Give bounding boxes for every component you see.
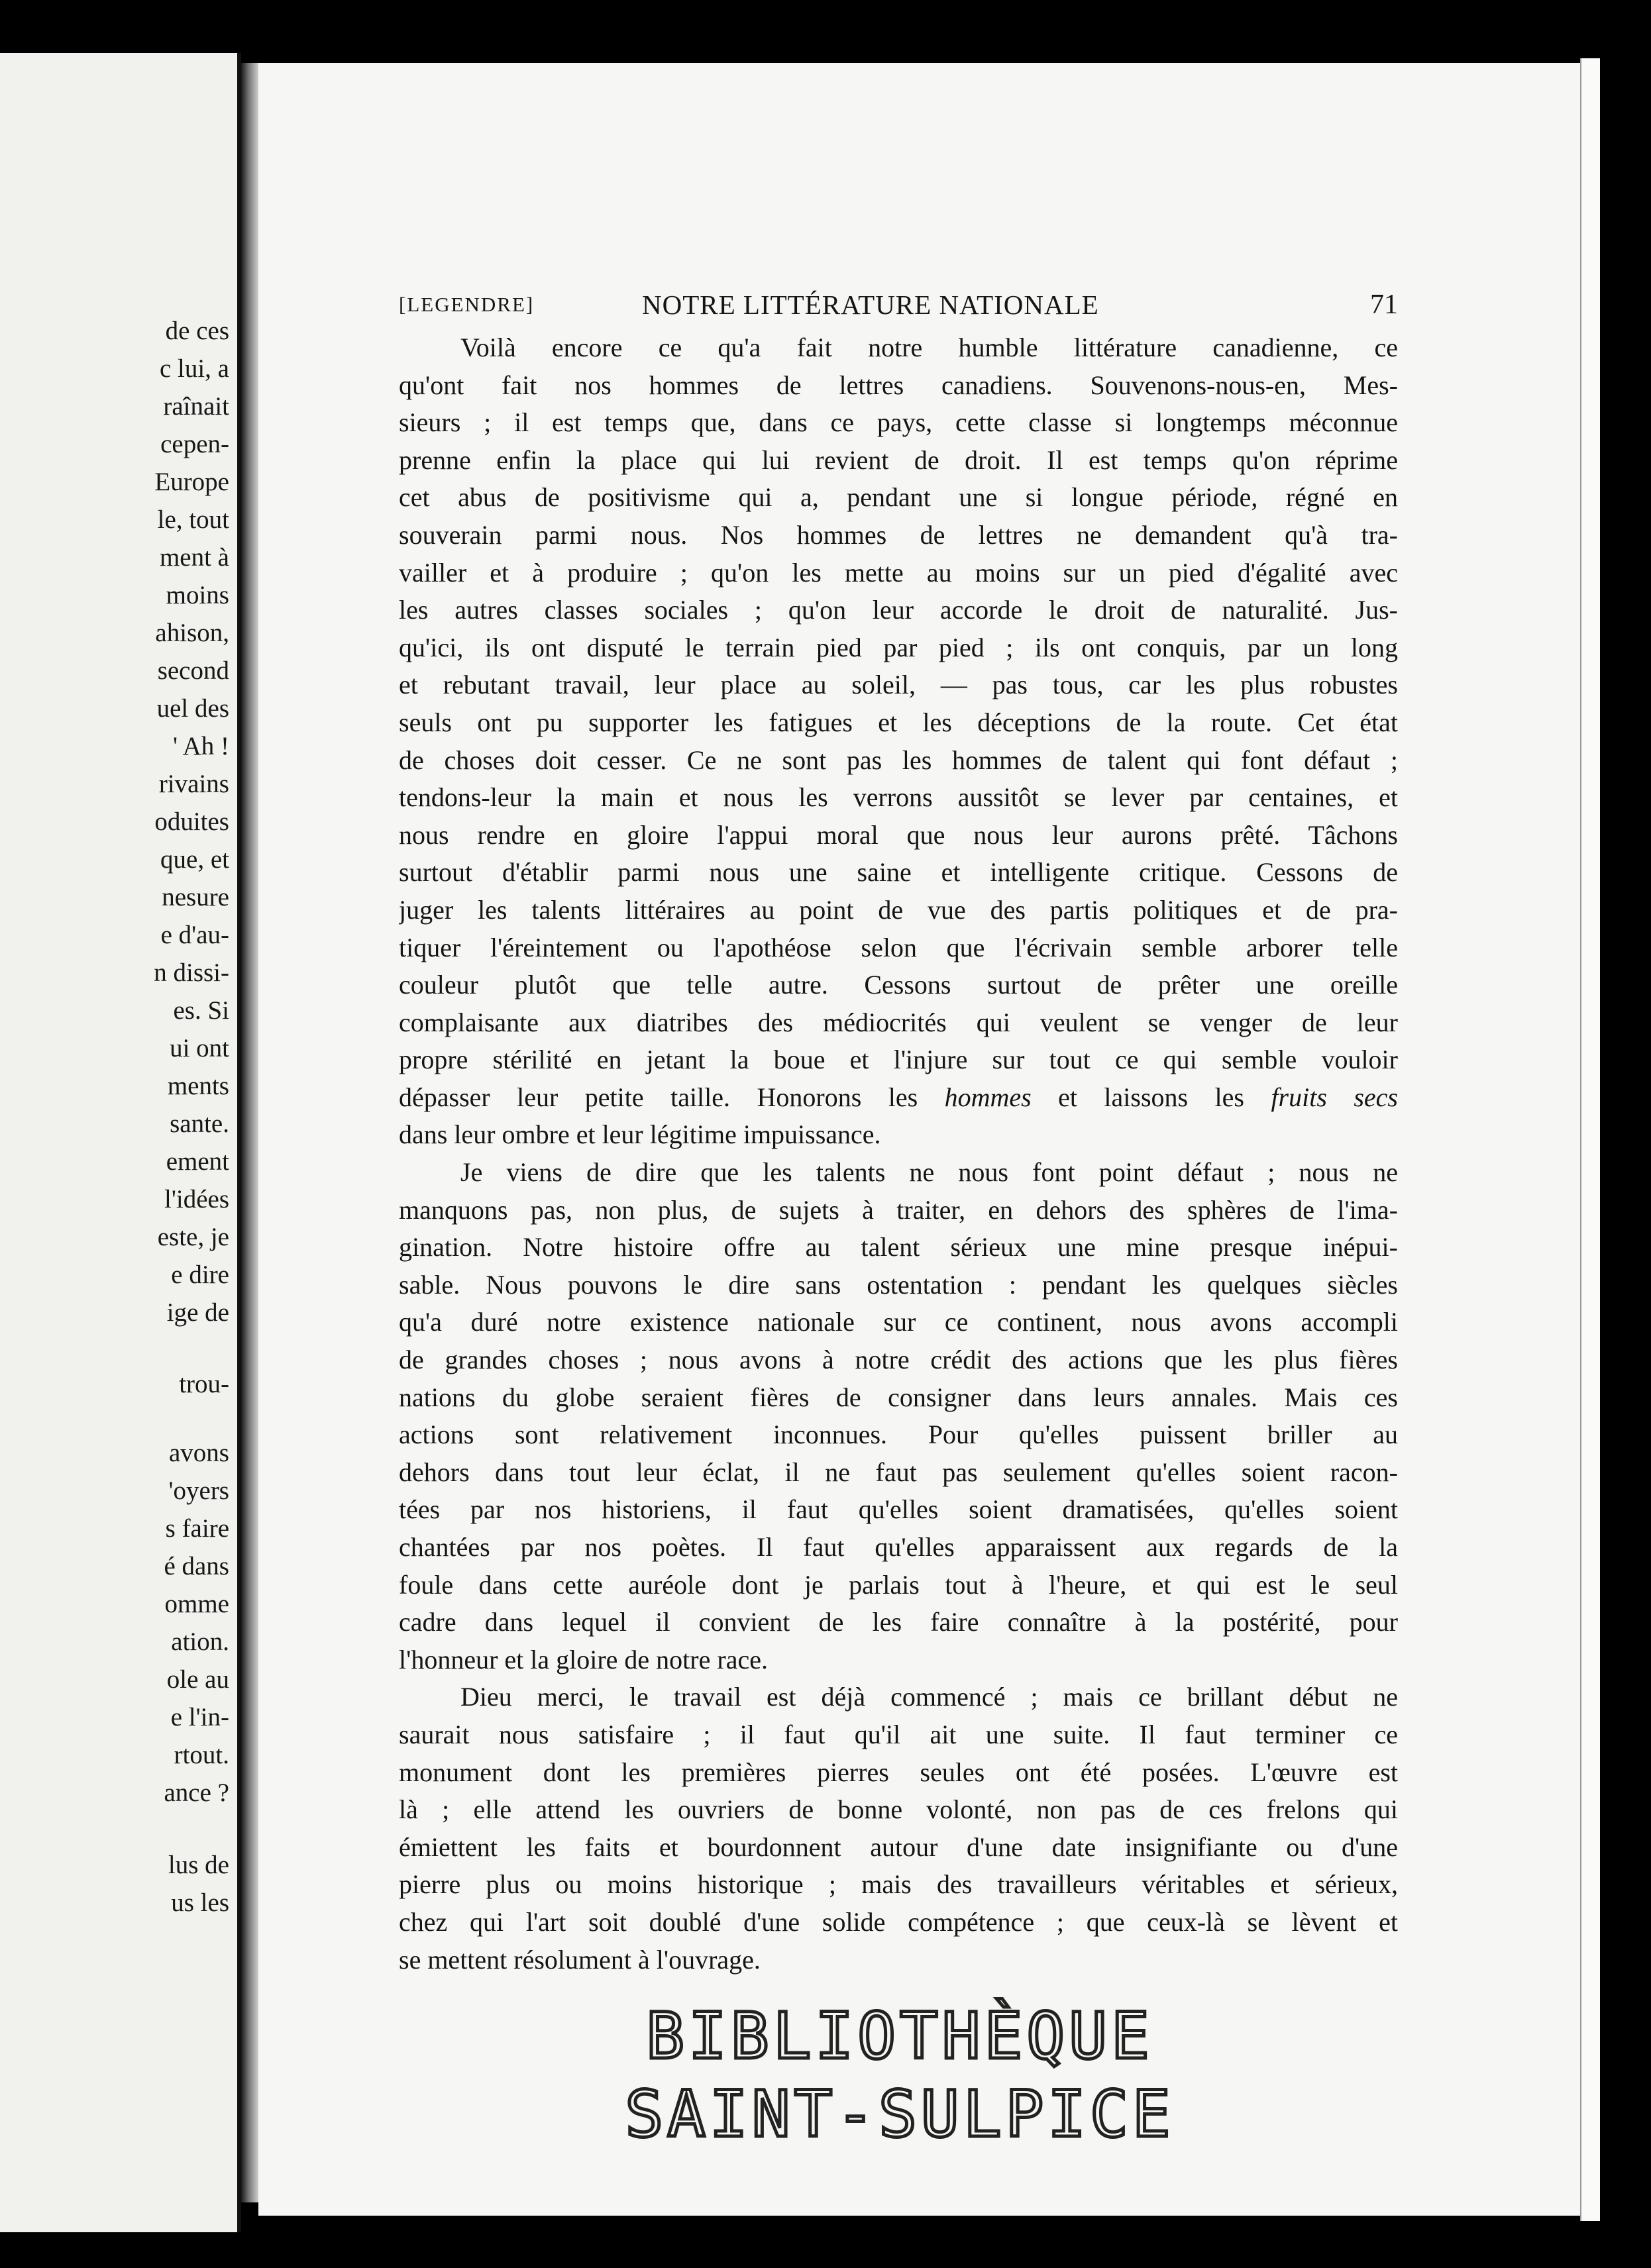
- facing-page-line: lus de: [168, 1851, 229, 1879]
- text-line: pierre plus ou moins historique ; mais des travailleurs véritables et sérieux,: [399, 1869, 1398, 1900]
- facing-page-line: us les: [171, 1888, 229, 1917]
- text-line: les autres classes sociales ; qu'on leur accorde le droit de naturalité. Jus-: [399, 595, 1398, 625]
- text-line: manquons pas, non plus, de sujets à traiter, en dehors des sphères de l'ima-: [399, 1194, 1398, 1225]
- text-line: saurait nous satisfaire ; il faut qu'il ait une suite. Il faut terminer ce: [399, 1719, 1398, 1749]
- text-line: gination. Notre histoire offre au talent sérieux une mine presque inépui-: [399, 1232, 1398, 1263]
- facing-page-line: ole au: [166, 1665, 229, 1694]
- facing-page-line: n dissi-: [154, 958, 229, 987]
- facing-page-line: es. Si: [173, 996, 229, 1025]
- stamp-line-1: BIBLIOTHÈQUE: [646, 1999, 1153, 2073]
- facing-page-line: ment à: [159, 543, 229, 572]
- text-line: Dieu merci, le travail est déjà commencé ; mais ce brillant début ne: [460, 1682, 1398, 1712]
- text-line: propre stérilité en jetant la boue et l'injure sur tout ce qui semble vouloir: [399, 1045, 1398, 1075]
- text-line: qu'ici, ils ont disputé le terrain pied par pied ; ils ont conquis, par un long: [399, 632, 1398, 662]
- facing-page-line: ation.: [171, 1627, 229, 1656]
- text-line: nous rendre en gloire l'appui moral que nous leur aurons prêté. Tâchons: [399, 819, 1398, 850]
- facing-page-line: rivains: [158, 770, 229, 798]
- text-line: Je viens de dire que les talents ne nous font point défaut ; nous ne: [460, 1157, 1398, 1188]
- facing-page-line: uel des: [156, 694, 229, 723]
- paragraph: [399, 1154, 1398, 1678]
- facing-page-line: cepen-: [160, 430, 229, 458]
- facing-page-line: ement: [166, 1147, 229, 1176]
- body-text: [399, 329, 1398, 1979]
- facing-page-line: e dire: [171, 1261, 229, 1289]
- facing-page-line: 'oyers: [168, 1476, 229, 1505]
- text-line: prenne enfin la place qui lui revient de droit. Il est temps qu'on réprime: [399, 444, 1398, 475]
- facing-page-line: moins: [166, 581, 229, 609]
- text-line: émiettent les faits et bourdonnent autour d'une date insignifiante ou d'une: [399, 1831, 1398, 1862]
- text-line: et rebutant travail, leur place au soleil, — pas tous, car les plus robustes: [399, 670, 1398, 700]
- facing-page-line: oduites: [154, 807, 229, 836]
- book-page: [258, 63, 1580, 2216]
- facing-page-line: Europe: [154, 468, 229, 496]
- facing-page-line: c lui, a: [159, 354, 229, 383]
- text-line: cet abus de positivisme qui a, pendant une si longue période, régné en: [399, 482, 1398, 513]
- text-line: là ; elle attend les ouvriers de bonne volonté, non pas de ces frelons qui: [399, 1794, 1398, 1825]
- text-line: vailler et à produire ; qu'on les mette au moins sur un pied d'égalité avec: [399, 557, 1398, 588]
- facing-page-line: s faire: [165, 1514, 229, 1543]
- header-author: [LEGENDRE]: [399, 293, 535, 316]
- text-line: dépasser leur petite taille. Honorons les hommes et laissons les fruits secs: [399, 1082, 1398, 1112]
- text-line: seuls ont pu supporter les fatigues et les déceptions de la route. Cet état: [399, 707, 1398, 737]
- facing-page-line: raînait: [163, 392, 229, 421]
- facing-page-line: avons: [169, 1439, 229, 1467]
- facing-page-line: e l'in-: [170, 1703, 229, 1731]
- header-title: NOTRE LITTÉRATURE NATIONALE: [642, 289, 1099, 320]
- facing-page-fragment: [0, 53, 241, 2232]
- facing-page-line: nesure: [162, 883, 229, 911]
- text-line: dehors dans tout leur éclat, il ne faut pas seulement qu'elles soient racon-: [399, 1457, 1398, 1487]
- facing-page-line: l'idées: [164, 1185, 229, 1213]
- text-line: qu'a duré notre existence nationale sur ce continent, nous avons accompli: [399, 1307, 1398, 1337]
- facing-page-line: ' Ah !: [172, 732, 229, 760]
- text-line: chantées par nos poètes. Il faut qu'elles apparaissent aux regards de la: [399, 1532, 1398, 1562]
- facing-page-line: rtout.: [174, 1741, 229, 1769]
- text-line: dans leur ombre et leur légitime impuissance.: [399, 1119, 881, 1150]
- facing-page-line: ige de: [166, 1298, 229, 1327]
- text-line: l'honneur et la gloire de notre race.: [399, 1644, 768, 1675]
- text-line: de choses doit cesser. Ce ne sont pas les hommes de talent qui font défaut ;: [399, 745, 1398, 775]
- text-line: chez qui l'art soit doublé d'une solide compétence ; que ceux-là se lèvent et: [399, 1906, 1398, 1937]
- text-line: couleur plutôt que telle autre. Cessons surtout de prêter une oreille: [399, 970, 1398, 1000]
- text-line: qu'ont fait nos hommes de lettres canadiens. Souvenons-nous-en, Mes-: [399, 370, 1398, 400]
- running-header: [399, 282, 1398, 328]
- text-line: se mettent résolument à l'ouvrage.: [399, 1944, 761, 1975]
- text-line: tendons-leur la main et nous les verrons aussitôt se lever par centaines, et: [399, 782, 1398, 813]
- facing-page-line: este, je: [157, 1223, 229, 1251]
- text-line: souverain parmi nous. Nos hommes de lettres ne demandent qu'à tra-: [399, 519, 1398, 550]
- facing-page-line: de ces: [165, 317, 229, 345]
- stamp-line-2: SAINT-SULPICE: [625, 2077, 1175, 2151]
- facing-page-line: omme: [164, 1590, 229, 1618]
- text-line: Voilà encore ce qu'a fait notre humble littérature canadienne, ce: [460, 333, 1398, 362]
- text-line: tées par nos historiens, il faut qu'elles soient dramatisées, qu'elles soient: [399, 1494, 1398, 1525]
- page-number: 71: [1370, 289, 1398, 320]
- facing-page-line: ui ont: [170, 1034, 229, 1062]
- text-line: nations du globe seraient fières de consigner dans leurs annales. Mais ces: [399, 1382, 1398, 1412]
- facing-page-line: ance ?: [164, 1778, 229, 1807]
- text-line: tiquer l'éreintement ou l'apothéose selon que l'écrivain semble arborer telle: [399, 932, 1398, 962]
- facing-page-line: sante.: [170, 1109, 229, 1138]
- text-line: complaisante aux diatribes des médiocrités qui veulent se venger de leur: [399, 1007, 1398, 1037]
- page-edge: [1580, 58, 1600, 2221]
- text-line: de grandes choses ; nous avons à notre crédit des actions que les plus fières: [399, 1345, 1398, 1375]
- text-line: juger les talents littéraires au point de vue des partis politiques et de pra-: [399, 894, 1398, 925]
- text-line: actions sont relativement inconnues. Pour qu'elles puissent briller au: [399, 1419, 1398, 1450]
- text-line: surtout d'établir parmi nous une saine et intelligente critique. Cessons de: [399, 857, 1398, 888]
- facing-page-line: le, tout: [157, 505, 229, 534]
- facing-page-line: ments: [167, 1072, 229, 1100]
- facing-page-line: que, et: [160, 845, 229, 874]
- text-line: cadre dans lequel il convient de les faire connaître à la postérité, pour: [399, 1607, 1398, 1637]
- text-line: sieurs ; il est temps que, dans ce pays, cette classe si longtemps méconnue: [399, 407, 1398, 438]
- facing-page-line: ahison,: [155, 619, 229, 647]
- facing-page-line: second: [157, 656, 229, 685]
- text-line: sable. Nous pouvons le dire sans ostentation : pendant les quelques siècles: [399, 1269, 1398, 1300]
- text-line: monument dont les premières pierres seules ont été posées. L'œuvre est: [399, 1757, 1398, 1787]
- library-perforated-stamp: [615, 1997, 1185, 2153]
- paragraph: [399, 1678, 1398, 1979]
- facing-page-line: é dans: [164, 1552, 229, 1580]
- facing-page-line: trou-: [179, 1370, 229, 1398]
- paragraph: [399, 329, 1398, 1154]
- facing-page-line: e d'au-: [160, 921, 229, 949]
- page-gutter: [241, 63, 258, 2202]
- text-line: foule dans cette auréole dont je parlais tout à l'heure, et qui est le seul: [399, 1569, 1398, 1600]
